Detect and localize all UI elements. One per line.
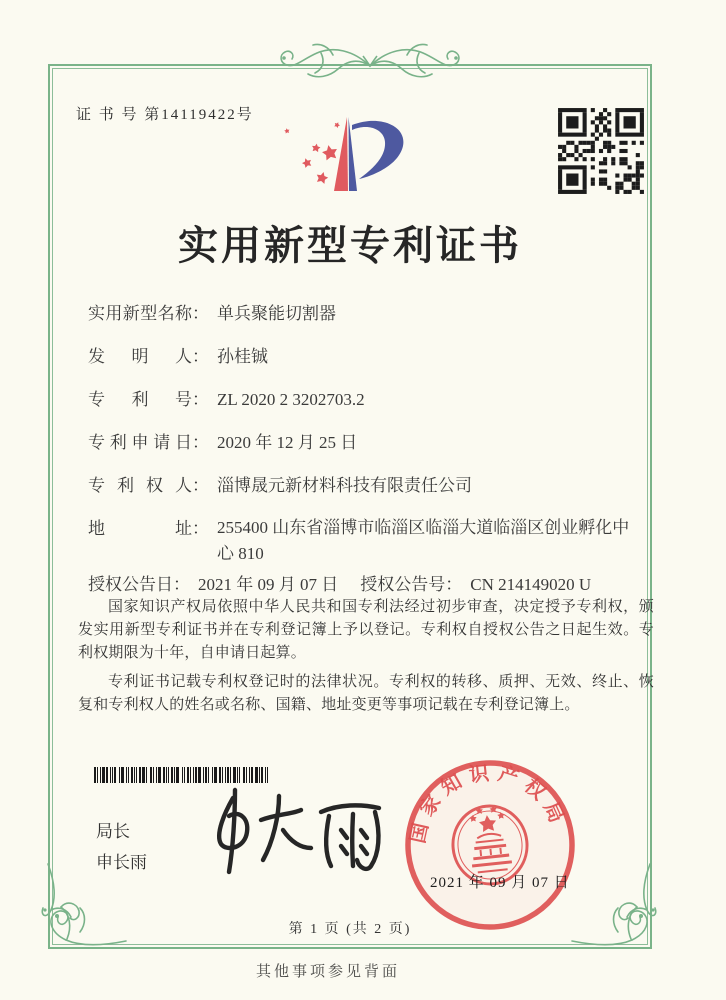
field-list (88, 300, 650, 599)
barcode (94, 767, 272, 783)
signer-title: 局长 (96, 822, 130, 841)
field-row-inventor (88, 343, 650, 371)
field-label: 专利权人 (88, 476, 192, 495)
field-row-name (88, 300, 650, 328)
back-side-note: 其他事项参见背面 (255, 964, 400, 980)
signature-shen-changyu-icon (195, 786, 395, 878)
seal-date: 2021 年 09 月 07 日 (430, 875, 570, 891)
signer-block (96, 816, 147, 878)
legal-text-block (78, 596, 654, 717)
grant-number-label: 授权公告号 (360, 575, 446, 594)
certificate-number: 证 书 号 第14119422号 (76, 107, 254, 123)
seal-circular-text: 国家知识产权局 (407, 762, 571, 846)
field-value-invention-name: 单兵聚能切割器 (217, 304, 336, 323)
field-colon: ： (192, 519, 209, 538)
cnipa-patent-logo-icon (280, 98, 450, 203)
field-row-filing-date (88, 429, 650, 457)
field-label: 地址 (88, 519, 192, 538)
field-value-patent-no: ZL 2020 2 3202703.2 (217, 390, 365, 409)
field-label: 发明人 (88, 347, 192, 366)
page-number: 第 1 页 (共 2 页) (288, 922, 412, 937)
field-label: 专利申请日 (88, 433, 192, 452)
field-colon: ： (192, 304, 209, 323)
grant-date-value: 2021 年 09 月 07 日 (198, 575, 339, 594)
qr-code (556, 106, 646, 196)
field-row-address (88, 515, 650, 567)
field-value-inventor: 孙桂铖 (217, 347, 268, 366)
signer-name: 申长雨 (96, 853, 147, 872)
field-label: 实用新型名称 (88, 304, 192, 323)
field-colon: ： (192, 476, 209, 495)
field-row-grant (88, 571, 650, 599)
field-value-filing-date: 2020 年 12 月 25 日 (217, 433, 358, 452)
top-flourish-ornament-icon (275, 30, 465, 86)
field-row-patentee (88, 472, 650, 500)
grant-date-label: 授权公告日 (88, 575, 173, 594)
legal-paragraph-2: 专利证书记载专利权登记时的法律状况。专利权的转移、质押、无效、终止、恢复和专利权人的姓名或名称、国籍、地址变更等事项记载在专利登记簿上。 (78, 674, 654, 713)
field-colon: ： (445, 575, 463, 594)
field-value-address: 255400 山东省淄博市临淄区临淄大道临淄区创业孵化中心 810 (217, 518, 630, 563)
field-value-patentee: 淄博晟元新材料科技有限责任公司 (217, 476, 472, 495)
field-colon: ： (192, 347, 209, 366)
certificate-title: 实用新型专利证书 (178, 223, 522, 268)
field-colon: ： (192, 433, 209, 452)
official-seal-cnipa (380, 735, 600, 955)
field-label: 专利号 (88, 390, 192, 409)
grant-number-value: CN 214149020 U (470, 575, 592, 594)
field-colon: ： (173, 575, 190, 594)
legal-paragraph-1: 国家知识产权局依照中华人民共和国专利法经过初步审查，决定授予专利权，颁发实用新型专利证书并在专利登记簿上予以登记。专利权自授权公告之日起生效。专利权期限为十年，自申请日起算。 (78, 599, 654, 661)
field-row-patent-no (88, 386, 650, 414)
field-colon: ： (192, 390, 209, 409)
